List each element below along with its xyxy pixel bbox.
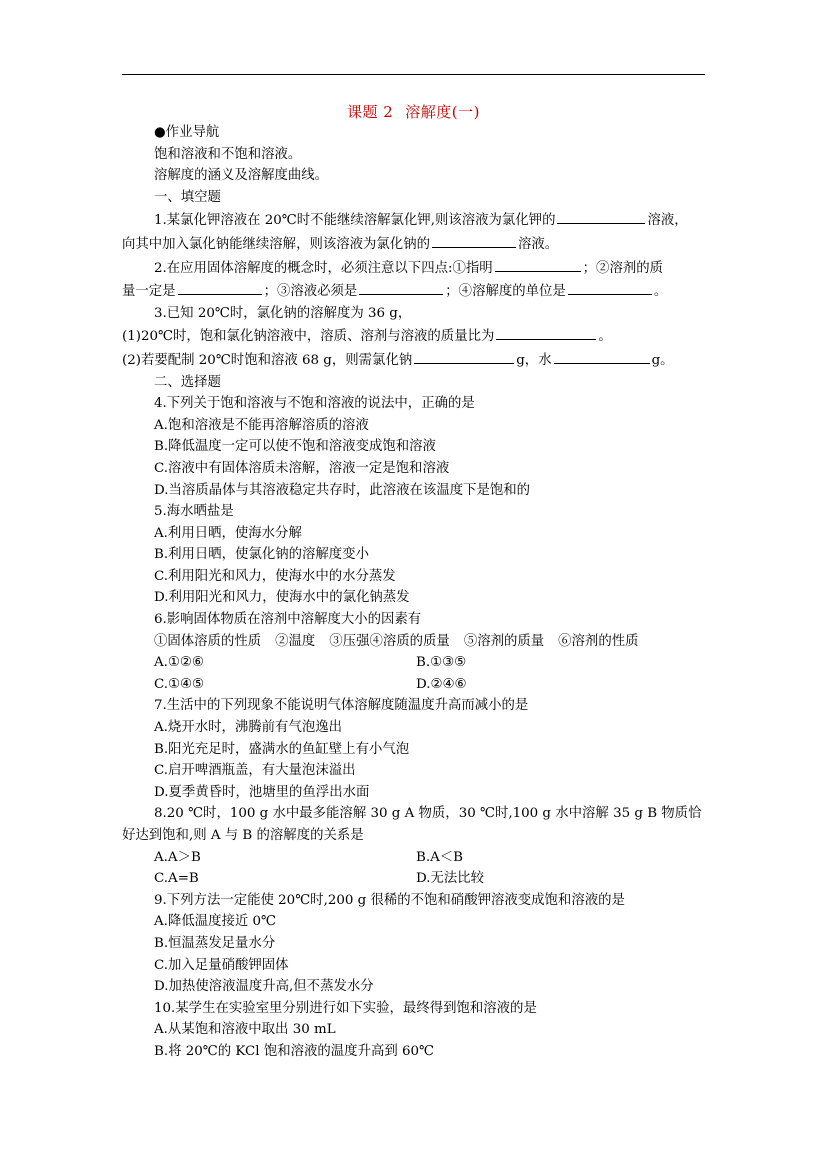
answer-blank[interactable]: [359, 279, 443, 295]
header-rule: [122, 74, 705, 75]
question-1-cont: 向其中加入氯化钠能继续溶解，则该溶液为氯化钠的 溶液。: [122, 232, 707, 256]
question-8-cont: 好达到饱和,则 A 与 B 的溶解度的关系是: [122, 828, 364, 843]
option-d: D.加热使溶液温度升高,但不蒸发水分: [154, 979, 374, 995]
question-6: 6.影响固体物质在溶剂中溶解度大小的因素有: [154, 612, 422, 628]
option-b: B.利用日晒，使氯化钠的溶解度变小: [154, 547, 369, 563]
question-2: 2.在应用固体溶解度的概念时，必须注意以下四点:①指明 ；②溶剂的质: [122, 256, 707, 280]
option-b: B.阳光充足时，盛满水的鱼缸壁上有小气泡: [154, 741, 410, 757]
option-b: B.恒温蒸发足量水分: [154, 935, 276, 951]
option-a: A.烧开水时，沸腾前有气泡逸出: [154, 720, 343, 736]
question-9: 9.下列方法一定能使 20℃时,200 g 很稀的不饱和硝酸钾溶液变成饱和溶液的是: [154, 892, 625, 908]
answer-blank[interactable]: [495, 256, 581, 272]
option-a: A.降低温度接近 0℃: [154, 914, 277, 930]
question-7: 7.生活中的下列现象不能说明气体溶解度随温度升高而减小的是: [154, 698, 529, 714]
option-a: A.从某饱和溶液中取出 30 mL: [154, 1022, 336, 1038]
answer-blank[interactable]: [554, 348, 650, 364]
option-c: C.启开啤酒瓶盖，有大量泡沫溢出: [154, 763, 356, 779]
option-a: A.饱和溶液是不能再溶解溶质的溶液: [154, 417, 369, 433]
option-d: D.②④⑥: [416, 676, 467, 692]
option-a: A.①②⑥: [154, 655, 204, 671]
option-row: [122, 674, 707, 696]
answer-blank[interactable]: [496, 324, 596, 340]
option-d: D.利用阳光和风力，使海水中的氯化钠蒸发: [154, 590, 410, 606]
answer-blank[interactable]: [414, 348, 514, 364]
question-3: 3.已知 20℃时，氯化钠的溶解度为 36 g，: [154, 305, 412, 321]
option-a: A.A＞B: [154, 849, 201, 865]
option-c: C.A=B: [154, 871, 199, 887]
question-4: 4.下列关于饱和溶液与不饱和溶液的说法中，正确的是: [154, 396, 475, 412]
option-b: B.将 20℃的 KCl 饱和溶液的温度升高到 60℃: [154, 1043, 435, 1059]
section-heading: 二、选择题: [154, 374, 221, 390]
option-b: B.降低温度一定可以使不饱和溶液变成饱和溶液: [154, 439, 436, 455]
question-3-part-2: (2)若要配制 20℃时饱和溶液 68 g，则需氯化钠 g，水 g。: [122, 348, 707, 372]
option-c: C.利用阳光和风力，使海水中的水分蒸发: [154, 568, 396, 584]
option-c: C.①④⑤: [154, 676, 205, 692]
option-b: B.A＜B: [416, 849, 463, 865]
answer-blank[interactable]: [178, 279, 262, 295]
answer-blank[interactable]: [568, 279, 652, 295]
lesson-name: 溶解度(一): [405, 103, 481, 121]
worksheet-body: [122, 122, 707, 1063]
option-row: [122, 652, 707, 674]
nav-item: 溶解度的涵义及溶解度曲线。: [154, 168, 329, 184]
question-5: 5.海水晒盐是: [154, 504, 234, 520]
nav-item: 饱和溶液和不饱和溶液。: [154, 146, 302, 162]
nav-heading: ●作业导航: [154, 125, 220, 140]
lesson-title: [0, 101, 827, 122]
option-d: D.夏季黄昏时，池塘里的鱼浮出水面: [154, 784, 370, 800]
question-8: 8.20 ℃时，100 g 水中最多能溶解 30 g A 物质，30 ℃时,100 g 水中溶解 35 g B 物质恰: [154, 806, 702, 822]
question-1: 1.某氯化钾溶液在 20℃时不能继续溶解氯化钾,则该溶液为氯化钾的 溶液，: [122, 208, 707, 232]
question-6-factors: ①固体溶质的性质 ②温度 ③压强④溶质的质量 ⑤溶剂的质量 ⑥溶剂的性质: [154, 633, 639, 649]
lesson-number: 课题 2: [346, 103, 394, 121]
answer-blank[interactable]: [432, 232, 516, 248]
option-row: [122, 868, 707, 890]
option-b: B.①③⑤: [416, 655, 467, 671]
question-10: 10.某学生在实验室里分别进行如下实验，最终得到饱和溶液的是: [154, 1000, 537, 1016]
section-heading: 一、填空题: [154, 189, 221, 205]
option-c: C.溶液中有固体溶质未溶解，溶液一定是饱和溶液: [154, 460, 450, 476]
option-d: D.当溶质晶体与其溶液稳定共存时，此溶液在该温度下是饱和的: [154, 482, 531, 498]
option-a: A.利用日晒，使海水分解: [154, 525, 302, 541]
option-d: D.无法比较: [416, 871, 485, 887]
option-c: C.加入足量硝酸钾固体: [154, 957, 289, 973]
answer-blank[interactable]: [557, 208, 645, 224]
question-3-part-1: (1)20℃时，饱和氯化钠溶液中，溶质、溶剂与溶液的质量比为 。: [122, 324, 707, 348]
question-2-cont: 量一定是 ；③溶液必须是 ；④溶解度的单位是 。: [122, 279, 707, 303]
option-row: [122, 847, 707, 869]
